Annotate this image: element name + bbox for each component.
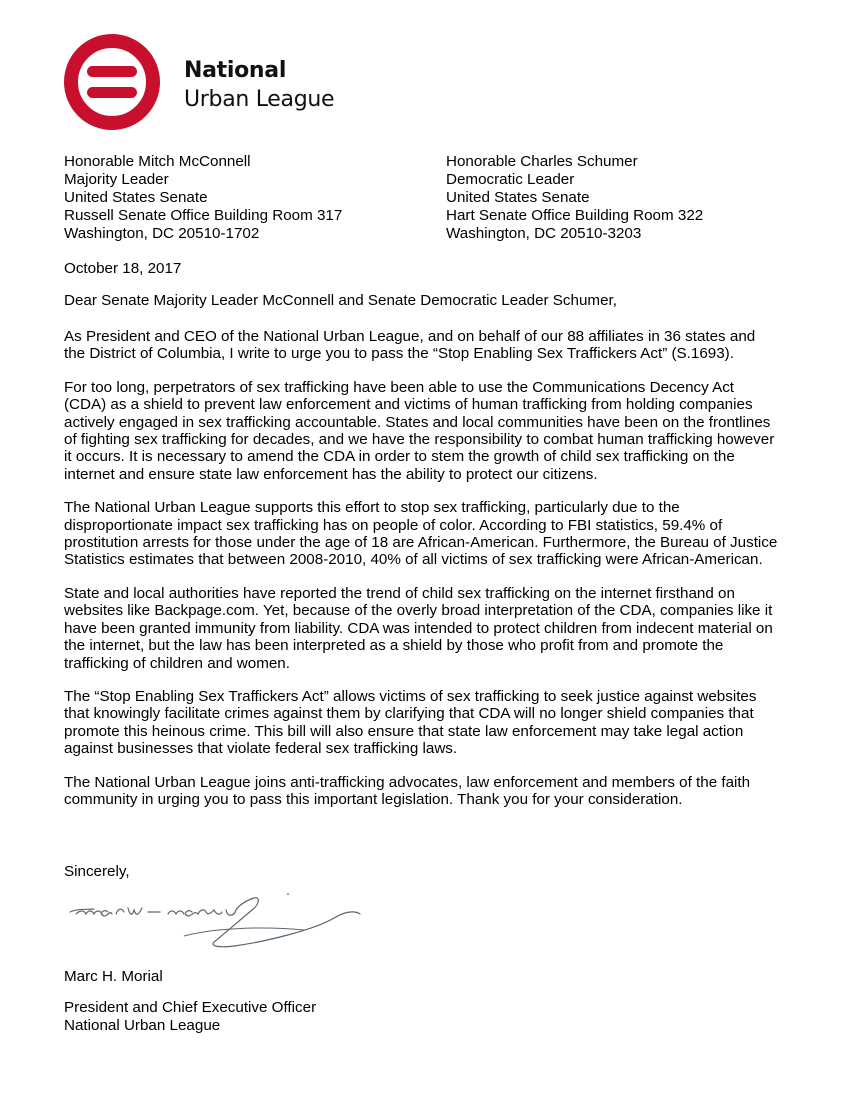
brand-wordmark — [184, 56, 334, 114]
brand-name-line1: National — [184, 58, 287, 83]
recipient-building: Hart Senate Office Building Room 322 — [446, 207, 704, 224]
salutation: Dear Senate Majority Leader McConnell and Senate Democratic Leader Schumer, — [64, 292, 617, 309]
recipient-org: United States Senate — [64, 189, 208, 206]
body-paragraph: State and local authorities have reported the trend of child sex trafficking on the internet firsthand on websites like Backpage.com. Yet, because of the overly broad interpretation of the CDA, companies like it have been granted immunity from liability. CDA was intended to protect children from indecent material on the internet, but the law has been interpreted as a shield by those who profit from and promote the trafficking of children and women. — [64, 584, 773, 672]
recipient-address-right — [446, 153, 703, 243]
recipient-title: Democratic Leader — [446, 171, 575, 188]
letter-body — [64, 328, 779, 824]
recipient-city: Washington, DC 20510-3203 — [446, 225, 642, 242]
signer-title: President and Chief Executive Officer — [64, 999, 317, 1016]
body-paragraph: The National Urban League joins anti-trafficking advocates, law enforcement and members of the faith community in urging you to pass this important legislation. Thank you for your consideration. — [64, 773, 751, 808]
signer-name: Marc H. Morial — [64, 968, 163, 985]
body-paragraph: As President and CEO of the National Urban League, and on behalf of our 88 affiliates in 36 states and the District of Columbia, I write to urge you to pass the “Stop Enabling Sex Traffickers Act” (S.1693). — [64, 328, 756, 363]
recipient-building: Russell Senate Office Building Room 317 — [64, 207, 343, 224]
body-paragraph: For too long, perpetrators of sex trafficking have been able to use the Communications Decency Act (CDA) as a shield to prevent law enforcement and victims of human trafficking from holding companies actively engaged in sex trafficking accountable. States and local communities have been on the frontlines of fighting sex trafficking for decades, and we have the responsibility to combat human trafficking however it occurs. It is necessary to amend the CDA in order to stem the growth of child sex trafficking on the internet and ensure state law enforcement has the ability to protect our citizens. — [64, 378, 775, 483]
closing: Sincerely, — [64, 863, 130, 880]
recipient-name: Honorable Charles Schumer — [446, 153, 638, 170]
signer-org: National Urban League — [64, 1017, 221, 1034]
body-paragraph: The National Urban League supports this effort to stop sex trafficking, particularly due to the disproportionate impact sex trafficking has on people of color. According to FBI statistics, 59.4% of prostitution arrests for those under the age of 18 are African-American. Furthermore, the Bureau of Justice Statistics estimates that between 2008-2010, 40% of all victims of sex trafficking were African-American. — [64, 499, 778, 569]
recipient-city: Washington, DC 20510-1702 — [64, 225, 260, 242]
recipient-address-left — [64, 153, 342, 243]
recipient-name: Honorable Mitch McConnell — [64, 153, 251, 170]
signer-title-block — [64, 999, 316, 1035]
national-urban-league-logo-icon — [63, 33, 161, 131]
recipient-title: Majority Leader — [64, 171, 169, 188]
recipient-org: United States Senate — [446, 189, 590, 206]
handwritten-signature — [64, 890, 374, 960]
letter-date: October 18, 2017 — [64, 260, 182, 277]
brand-name-line2: Urban League — [184, 87, 335, 112]
body-paragraph: The “Stop Enabling Sex Traffickers Act” allows victims of sex trafficking to seek justice against websites that knowingly facilitate crimes against them by clarifying that CDA will no longer shield companies that promote this heinous crime. This bill will also ensure that state law enforcement may take legal action against businesses that violate federal sex trafficking laws. — [64, 687, 757, 758]
